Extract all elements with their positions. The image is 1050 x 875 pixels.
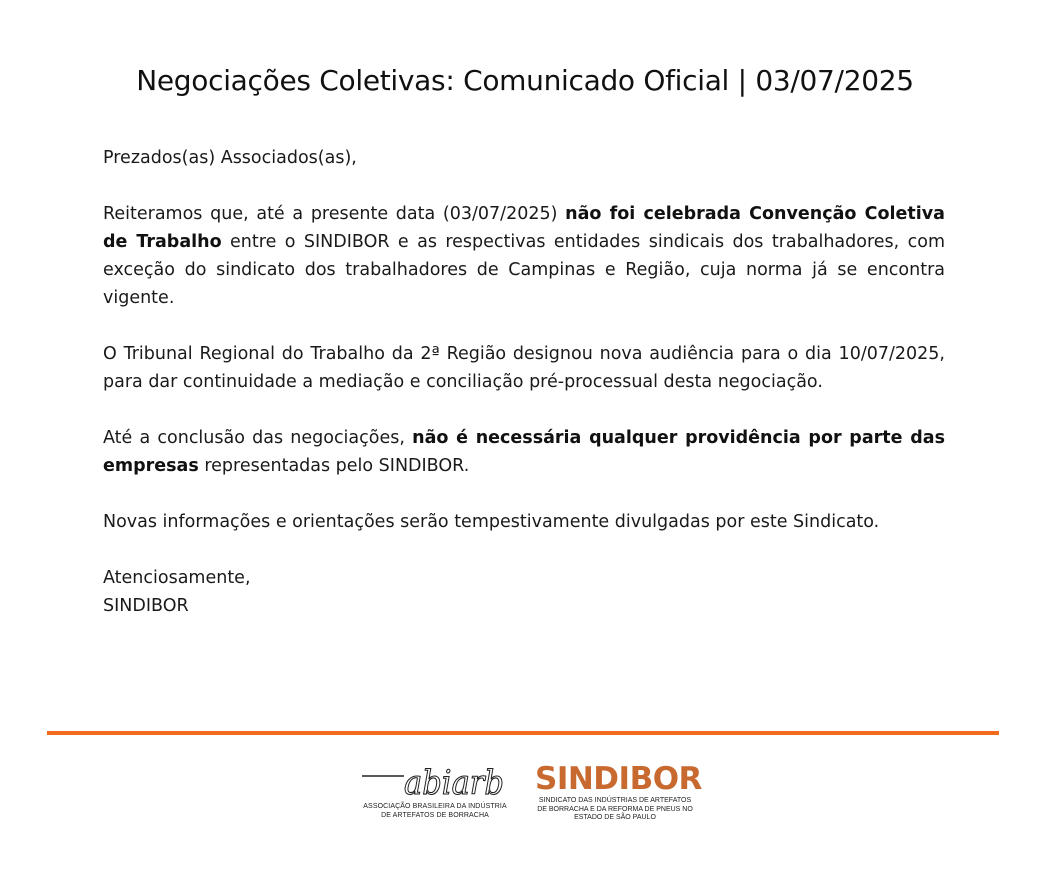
- greeting: Prezados(as) Associados(as),: [103, 148, 357, 168]
- letter-body: [103, 144, 945, 620]
- sindibor-wordmark: SINDIBOR: [535, 761, 702, 797]
- sindibor-tagline: [535, 797, 695, 823]
- paragraph-convention-status: [103, 200, 945, 312]
- paragraph-no-action-needed: [103, 424, 945, 480]
- abiarb-tagline-line: ASSOCIAÇÃO BRASILEIRA DA INDÚSTRIA: [363, 803, 507, 810]
- paragraph-further-info: Novas informações e orientações serão tempestivamente divulgadas por este Sindicato.: [103, 512, 880, 532]
- sign-off: [103, 564, 945, 620]
- abiarb-logo: [355, 762, 515, 820]
- sindibor-tagline-line: SINDICATO DAS INDÚSTRIAS DE ARTEFATOS: [538, 797, 692, 804]
- closing: Atenciosamente,: [103, 568, 251, 588]
- sindibor-logo: [535, 761, 702, 823]
- page-title: Negociações Coletivas: Comunicado Oficial | 03/07/2025: [136, 64, 914, 97]
- sindibor-tagline-line: ESTADO DE SÃO PAULO: [574, 814, 656, 821]
- sindibor-tagline-line: DE BORRACHA E DA REFORMA DE PNEUS NO: [537, 805, 693, 813]
- emphasis-text: não é necessária qualquer providência por parte das empresas: [103, 428, 945, 476]
- paragraph-text: entre o SINDIBOR e as respectivas entidades sindicais dos trabalhadores, com exceção do sindicato dos trabalhadores de Campinas e Região, cuja norma já se encontra vigente.: [103, 232, 945, 308]
- abiarb-tagline-line: DE ARTEFATOS DE BORRACHA: [381, 812, 489, 819]
- signature: SINDIBOR: [103, 596, 189, 616]
- paragraph-hearing: O Tribunal Regional do Trabalho da 2ª Região designou nova audiência para o dia 10/07/2025, para dar continuidade a mediação e conciliação pré-processual desta negociação.: [103, 344, 945, 392]
- abiarb-tagline: [355, 802, 515, 820]
- footer-logos: [0, 762, 1050, 823]
- paragraph-text: Reiteramos que, até a presente data (03/07/2025): [103, 204, 566, 224]
- paragraph-text: Até a conclusão das negociações,: [103, 428, 413, 448]
- emphasis-text: não foi celebrada Convenção Coletiva de Trabalho: [103, 204, 945, 252]
- abiarb-wordmark-icon: [360, 762, 510, 798]
- footer-divider: [47, 731, 999, 735]
- abiarb-wordmark: abiarb: [404, 763, 504, 798]
- paragraph-text: representadas pelo SINDIBOR.: [198, 456, 470, 476]
